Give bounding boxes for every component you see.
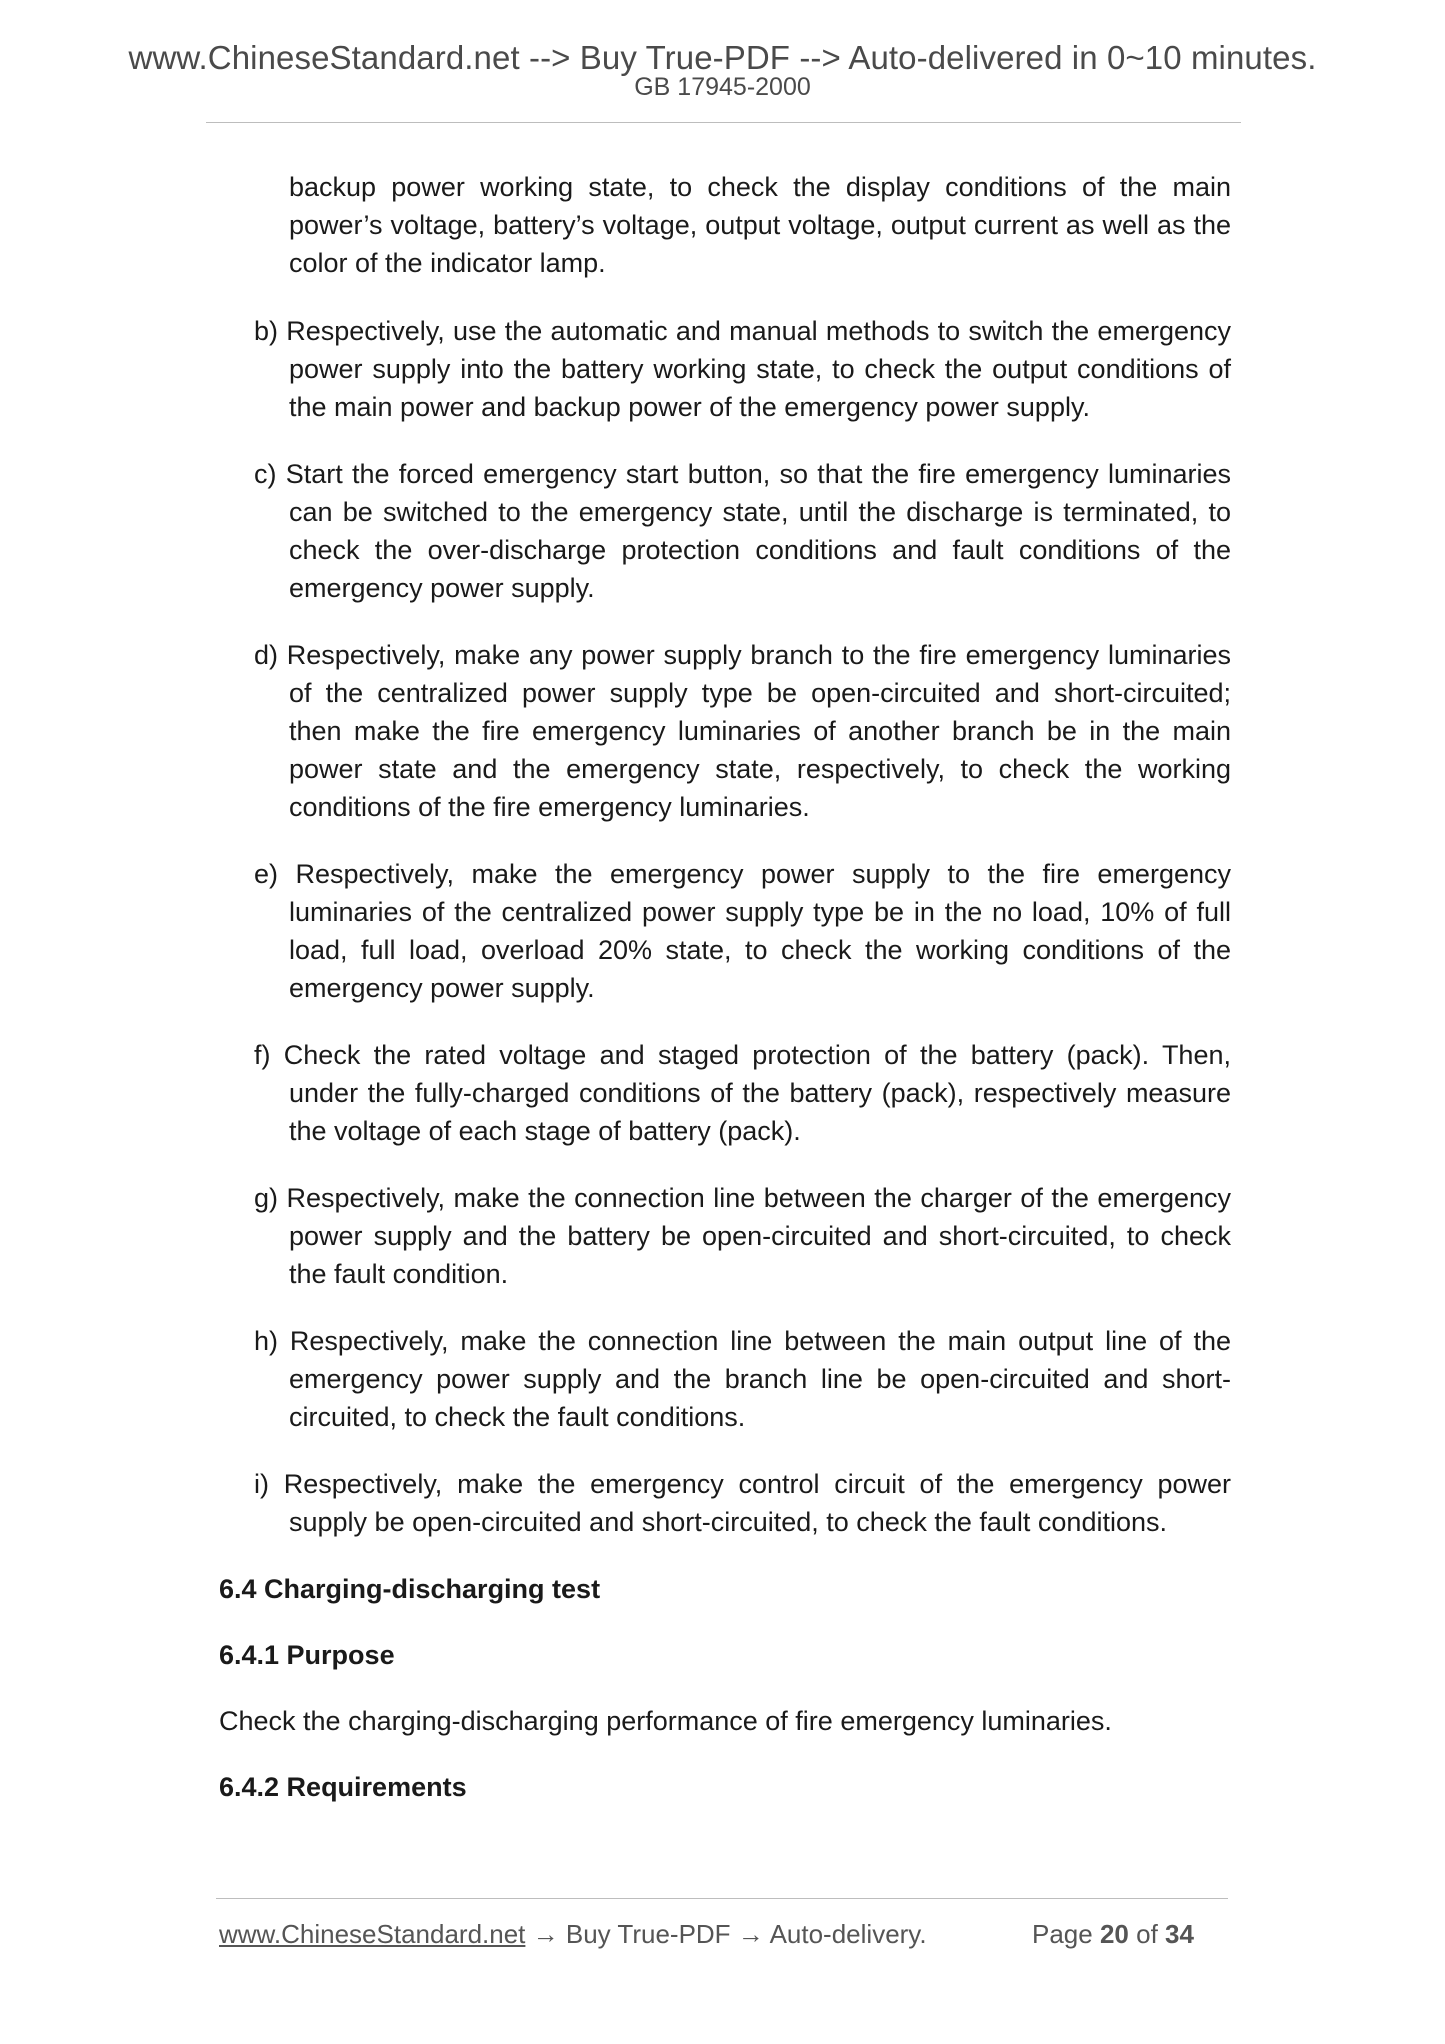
list-item-d: d) Respectively, make any power supply branch to the fire emergency luminaries of the centralized power supply type be open-circuited and short-circuited; then make the fire emergency luminaries of another branch be in the main power state and the emergency state, respectively, to check the working conditions of the fire emergency luminaries. [254,640,1231,822]
subsection-heading-requirements: 6.4.2 Requirements [219,1772,467,1802]
purpose-paragraph: Check the charging-discharging performance of fire emergency luminaries. [219,1706,1112,1736]
list-item-f: f) Check the rated voltage and staged protection of the battery (pack). Then, under the fully-charged conditions of the battery (pack), respectively measure the voltage of each stage of battery (pack). [254,1040,1231,1146]
document-code: GB 17945-2000 [634,73,811,101]
footer-promo-text: → Buy True-PDF → Auto-delivery. [525,1919,927,1949]
subsection-heading-purpose: 6.4.1 Purpose [219,1640,395,1670]
page-label: Page [1032,1919,1093,1949]
list-item-g: g) Respectively, make the connection line between the charger of the emergency power supply and the battery be open-circuited and short-circuited, to check the fault condition. [254,1183,1231,1289]
list-item-c: c) Start the forced emergency start button, so that the fire emergency luminaries can be switched to the emergency state, until the discharge is terminated, to check the over-discharge protection conditions and fault conditions of the emergency power supply. [254,459,1231,603]
footer-divider [216,1898,1228,1899]
list-item-h: h) Respectively, make the connection line between the main output line of the emergency power supply and the branch line be open-circuited and short-circuited, to check the fault conditions. [254,1326,1231,1432]
page-indicator [1032,1918,1194,1950]
site-banner: www.ChineseStandard.net --> Buy True-PDF --> Auto-delivered in 0~10 minutes. [128,39,1317,76]
page-number: 20 [1099,1919,1129,1949]
of-label: of [1136,1919,1158,1949]
footer-site-link[interactable]: www.ChineseStandard.net [219,1919,526,1949]
footer-promo [219,1918,927,1950]
list-item-i: i) Respectively, make the emergency control circuit of the emergency power supply be open-circuited and short-circuited, to check the fault conditions. [254,1469,1231,1537]
section-heading: 6.4 Charging-discharging test [219,1574,601,1604]
list-item-e: e) Respectively, make the emergency power supply to the fire emergency luminaries of the centralized power supply type be in the no load, 10% of full load, full load, overload 20% state, to check the working conditions of the emergency power supply. [254,859,1231,1003]
page-content [219,168,1231,1834]
header-divider [206,122,1241,123]
total-pages: 34 [1165,1919,1194,1949]
list-item-b: b) Respectively, use the automatic and manual methods to switch the emergency power supply into the battery working state, to check the output conditions of the main power and backup power of the emergency power supply. [254,316,1231,422]
continued-paragraph: backup power working state, to check the display conditions of the main power’s voltage, battery’s voltage, output voltage, output current as well as the color of the indicator lamp. [289,172,1231,278]
